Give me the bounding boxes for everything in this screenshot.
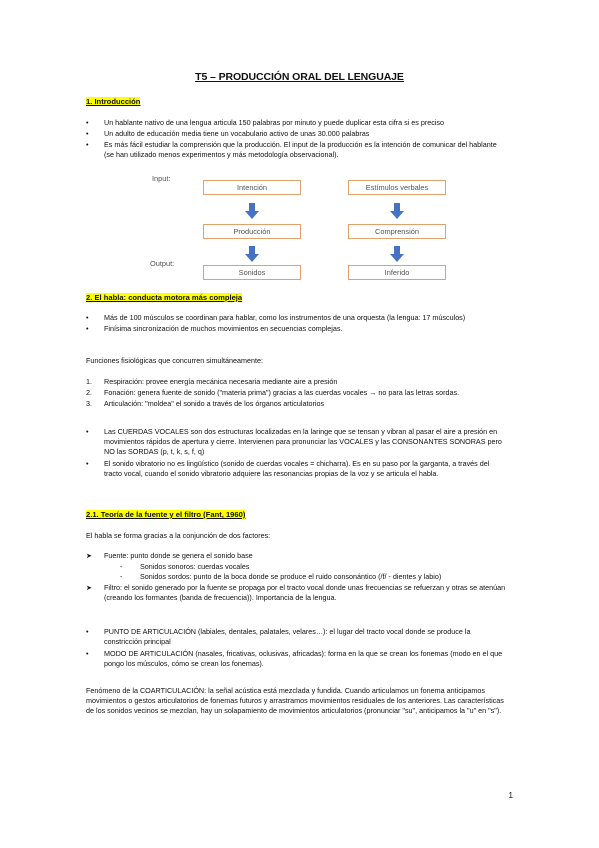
box-inferido: Inferido	[348, 265, 446, 280]
list-item: • Las CUERDAS VOCALES son dos estructuras localizadas en la laringe que se tensan y vibran al pasar el aire a presión en movimientos rápidos de apertura y cierre. Intervienen para pronunciar las VOCALES y las CONSONANTES SONORAS pero NO las SORDAS (p, t, k, s, f, q)	[86, 427, 502, 456]
box-sonidos: Sonidos	[203, 265, 301, 280]
list-item: ➤ Filtro: el sonido generado por la fuente se propaga por el tracto vocal donde unas frecuencias se refuerzan y otras se atenúan (creando los formantes (banda de frecuencia)). Importancia de la lengua.	[86, 582, 506, 602]
section-2-1-heading: 2.1. Teoría de la fuente y el filtro (Fant, 1960)	[86, 510, 246, 519]
list-item: 1. Respiración: provee energía mecánica necesaria mediante aire a presión	[86, 377, 338, 386]
list-subitem: - Sonidos sonoros: cuerdas vocales	[120, 561, 250, 571]
box-produccion: Producción	[203, 224, 301, 239]
box-comprension: Comprensión	[348, 224, 446, 239]
articulacion-bullets	[86, 627, 506, 670]
list-item: • MODO DE ARTICULACIÓN (nasales, fricativas, oclusivas, africadas): forma en la que se crean los fonemas (modo en el que pongo los músculos, cómo se crean los fonemas).	[86, 648, 503, 668]
list-item: • PUNTO DE ARTICULACIÓN (labiales, dentales, palatales, velares…): el lugar del tracto vocal donde se produce la constricción principal	[86, 627, 471, 646]
output-label: Output:	[150, 259, 175, 268]
list-item: • Finísima sincronización de muchos movimientos en secuencias complejas.	[86, 323, 343, 333]
list-item: • Un adulto de educación media tiene un vocabulario activo de unas 30.000 palabras	[86, 128, 370, 138]
arrow-down-icon	[245, 203, 259, 219]
section-1-heading: 1. Introducción	[86, 97, 141, 106]
list-item: • Más de 100 músculos se coordinan para hablar, como los instrumentos de una orquesta (la lengua: 17 músculos)	[86, 313, 466, 322]
fuente-filtro-list	[86, 551, 506, 604]
box-intencion: Intención	[203, 180, 301, 195]
list-subitem: - Sonidos sordos: punto de la boca donde se produce el ruido consonántico (/f/ - dientes y labio)	[120, 571, 442, 581]
arrow-bullet-icon: ➤	[86, 551, 93, 560]
section-2-bullets	[86, 313, 506, 335]
fuente-filtro-intro: El habla se forma gracias a la conjunción de dos factores:	[86, 531, 271, 540]
list-item: • El sonido vibratorio no es lingüístico (sonido de cuerdas vocales = chicharra). Es en su paso por la garganta, a través del tracto vocal, cuando el sonido vibratorio adquiere las resonancias propias de la voz y se articula el habla.	[86, 458, 490, 478]
list-item: 2. Fonación: genera fuente de sonido ("materia prima") gracias a las cuerdas vocales → no para las letras sordas.	[86, 387, 460, 397]
list-item: ➤ Fuente: punto donde se genera el sonido base	[86, 551, 253, 560]
list-item: • Es más fácil estudiar la comprensión que la producción. El input de la producción es la intención de comunicar del hablante (se han utilizado menos experimentos y más metodología observacional).	[86, 139, 497, 159]
list-item: • Un hablante nativo de una lengua articula 150 palabras por minuto y puede duplicar esta cifra si es preciso	[86, 118, 445, 127]
arrow-bullet-icon: ➤	[86, 582, 93, 592]
arrow-down-icon	[245, 246, 259, 262]
cuerdas-vocales-bullets	[86, 427, 506, 480]
arrow-down-icon	[390, 203, 404, 219]
section-1-bullets	[86, 118, 506, 161]
section-2-heading: 2. El habla: conducta motora más compleja	[86, 293, 243, 302]
arrow-down-icon	[390, 246, 404, 262]
list-item: 3. Articulación: "moldea" el sonido a través de los órganos articulatorios	[86, 398, 325, 408]
funciones-list	[86, 377, 506, 410]
page-number: 1	[508, 791, 513, 800]
coarticulacion-paragraph: Fenómeno de la COARTICULACIÓN: la señal acústica está mezclada y fundida. Cuando articulamos un fonema anticipamos movimientos o gestos articulatorios de fonemas futuros y arrastramos movimientos residuales de los anteriores. Las características de los sonidos vecinos se mezclan, hay un solapamiento de movimientos articulatorios (pronunciar "su", anticipamos la "u" en "s").	[86, 686, 504, 715]
input-label: Input:	[152, 174, 171, 183]
funciones-intro: Funciones fisiológicas que concurren simultáneamente:	[86, 356, 263, 365]
document-title: T5 – PRODUCCIÓN ORAL DEL LENGUAJE	[195, 71, 404, 83]
box-estimulos-verbales: Estímulos verbales	[348, 180, 446, 195]
